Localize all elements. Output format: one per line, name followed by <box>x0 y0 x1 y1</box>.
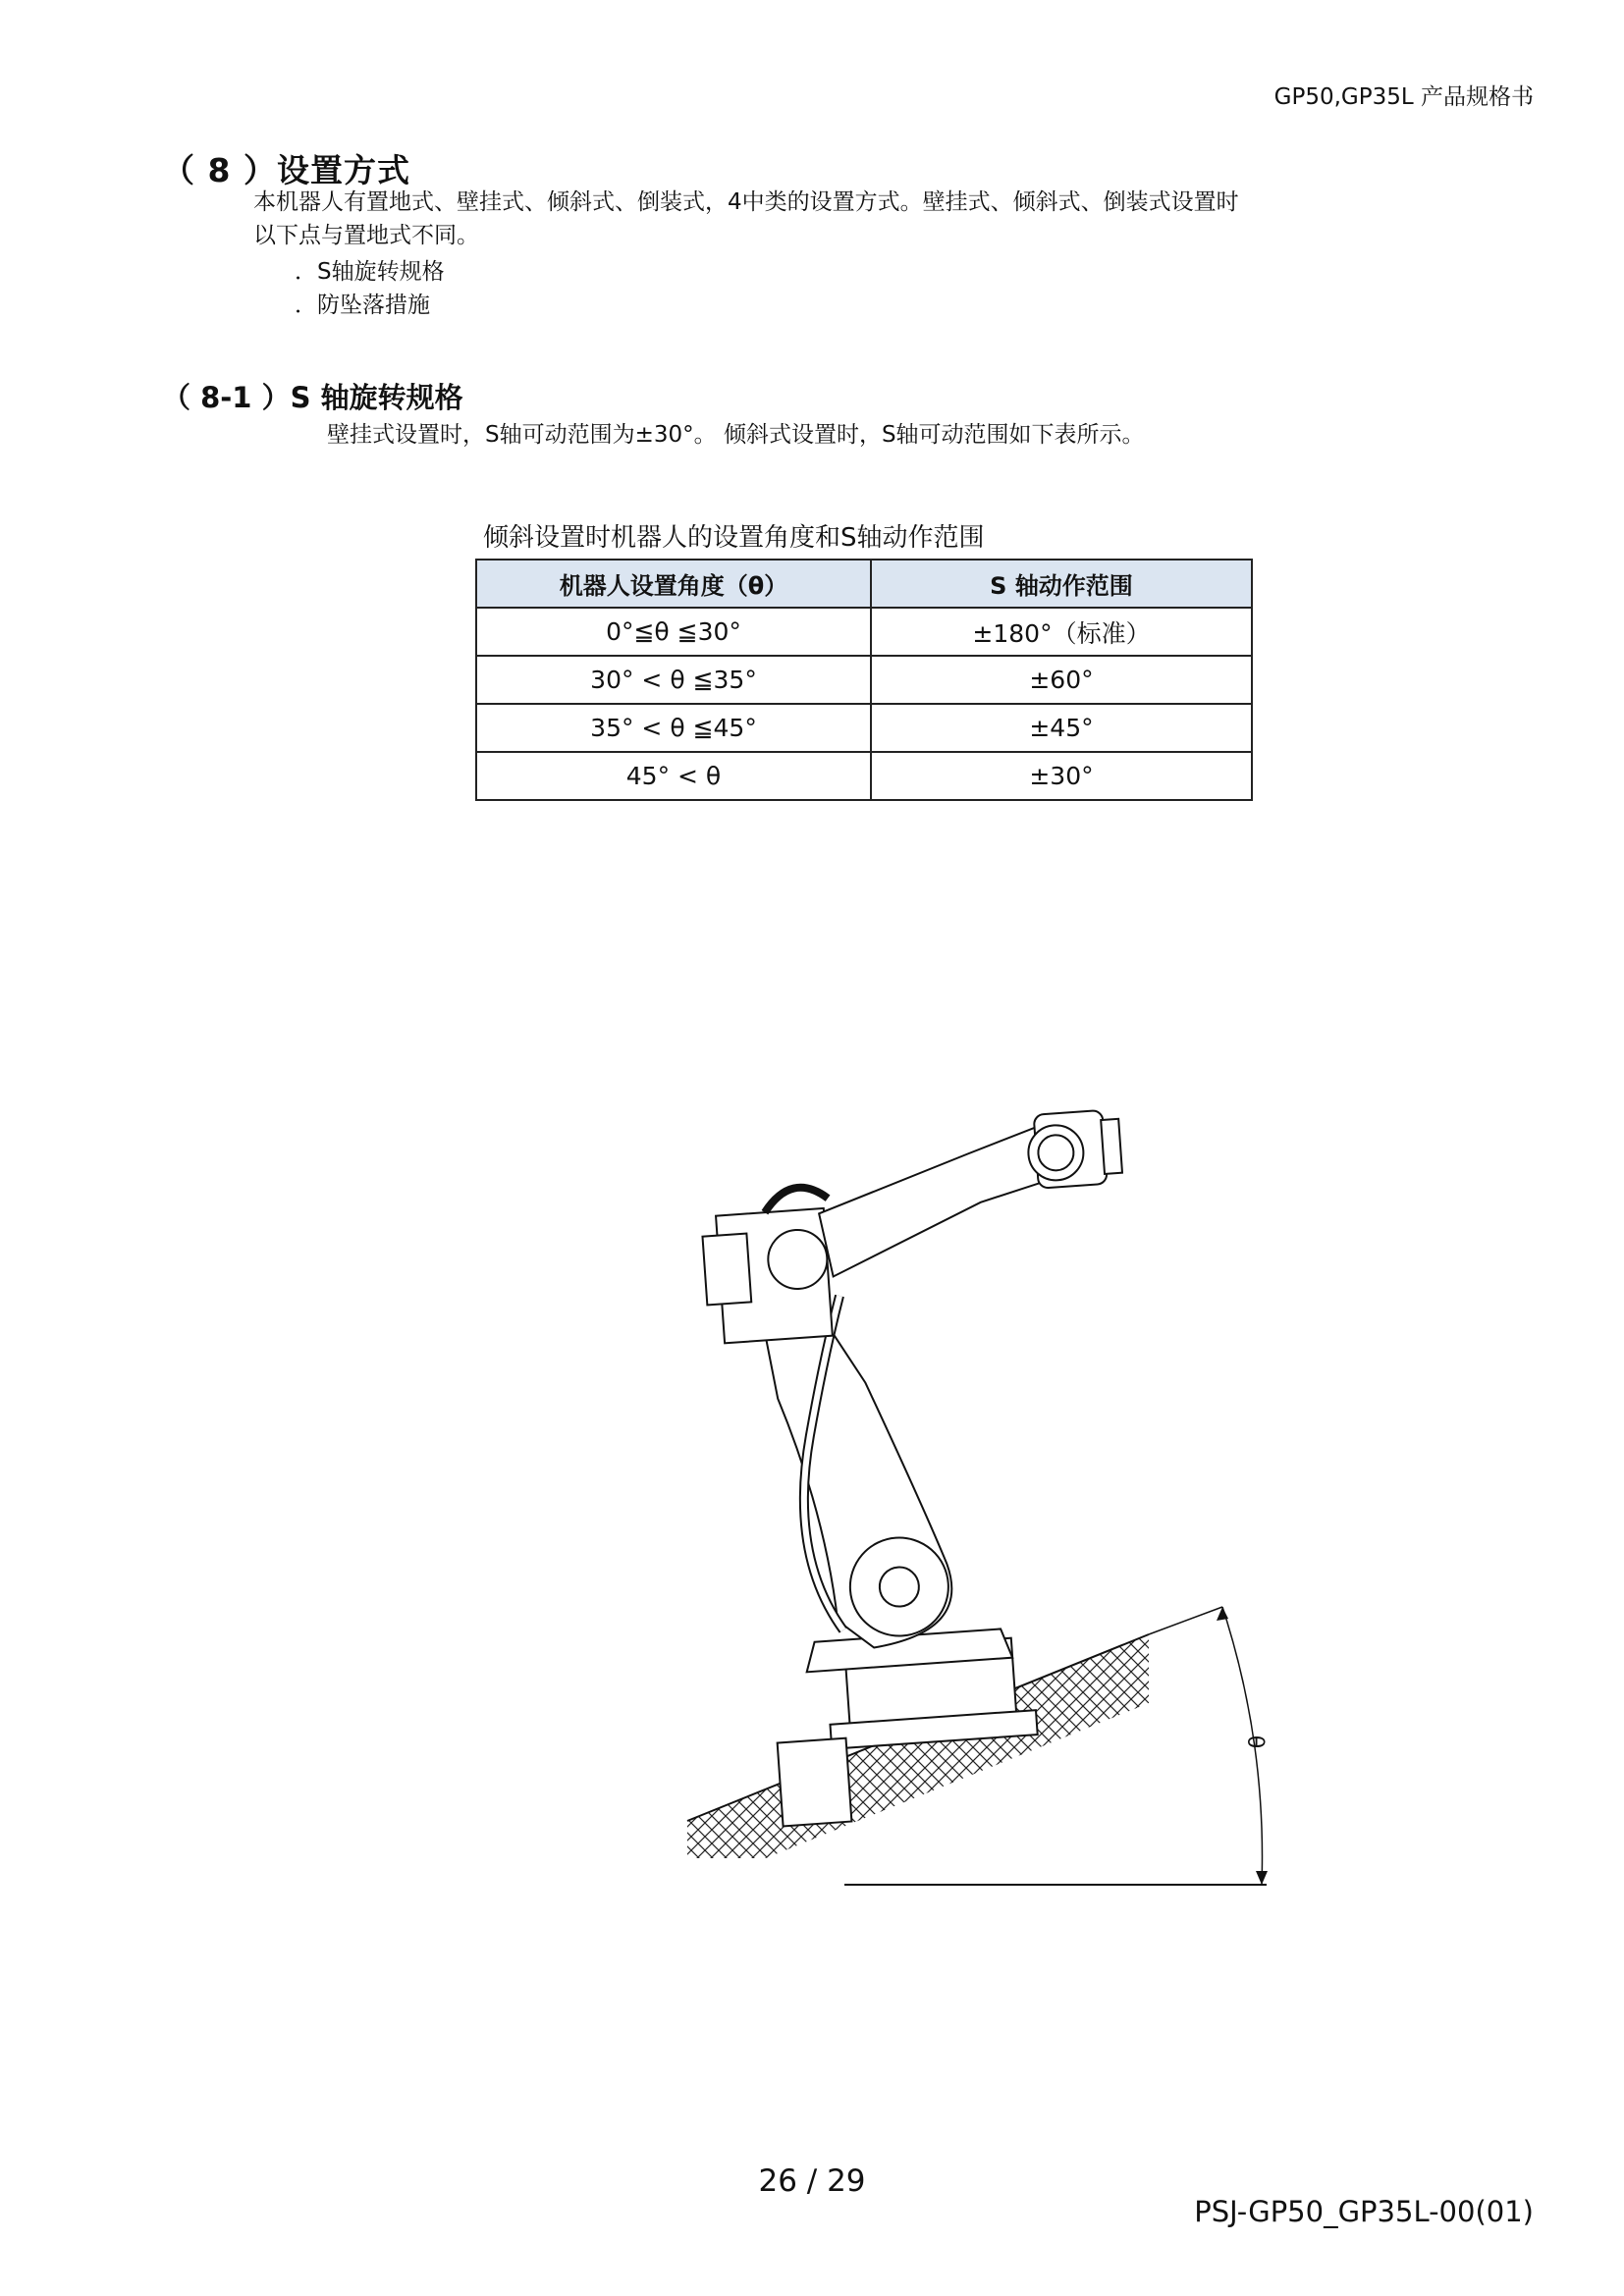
table-row <box>476 704 1252 752</box>
table-cell: 35° < θ ≦45° <box>476 704 871 752</box>
table-cell: 0°≦θ ≦30° <box>476 608 871 656</box>
document-header-title: GP50,GP35L 产品规格书 <box>1273 84 1534 110</box>
incline-reference-line <box>1149 1607 1222 1634</box>
section-title: （ 8 ）设置方式 <box>162 151 410 189</box>
table-row <box>476 608 1252 656</box>
table-row <box>476 656 1252 704</box>
bullet-item: ．防坠落措施 <box>295 293 430 318</box>
table-row <box>476 752 1252 800</box>
arc-arrowhead-bottom <box>1256 1871 1268 1885</box>
table-cell: ±180°（标准） <box>871 608 1252 656</box>
table-cell: ±30° <box>871 752 1252 800</box>
table-header-cell: S 轴动作范围 <box>871 560 1252 608</box>
angle-label: θ <box>1246 1735 1272 1749</box>
robot-forearm <box>814 1123 1063 1277</box>
robot-motor <box>702 1234 751 1306</box>
table-header-row <box>476 560 1252 608</box>
s-axis-range-table <box>475 559 1253 801</box>
robot-side-box <box>778 1738 852 1827</box>
page-number: 26 / 29 <box>758 2163 866 2199</box>
subsection-title: （ 8-1 ）S 轴旋转规格 <box>162 381 463 414</box>
document-code: PSJ-GP50_GP35L-00(01) <box>1194 2195 1534 2228</box>
subsection-body: 壁挂式设置时，S轴可动范围为±30°。 倾斜式设置时，S轴可动范围如下表所示。 <box>327 422 1145 448</box>
table-cell: ±60° <box>871 656 1252 704</box>
table-cell: 45° < θ <box>476 752 871 800</box>
section-paragraph-line-1: 本机器人有置地式、壁挂式、倾斜式、倒装式，4中类的设置方式。壁挂式、倾斜式、倒装式设置时 <box>253 189 1239 215</box>
table-header-cell: 机器人设置角度（θ） <box>476 560 871 608</box>
bullet-item: ．S轴旋转规格 <box>295 259 445 285</box>
section-paragraph-line-2: 以下点与置地式不同。 <box>253 223 479 248</box>
robot-tool-plate <box>1101 1119 1122 1174</box>
table-cell: ±45° <box>871 704 1252 752</box>
inclined-robot-diagram <box>677 957 1306 1919</box>
table-caption: 倾斜设置时机器人的设置角度和S轴动作范围 <box>483 523 985 553</box>
table-cell: 30° < θ ≦35° <box>476 656 871 704</box>
